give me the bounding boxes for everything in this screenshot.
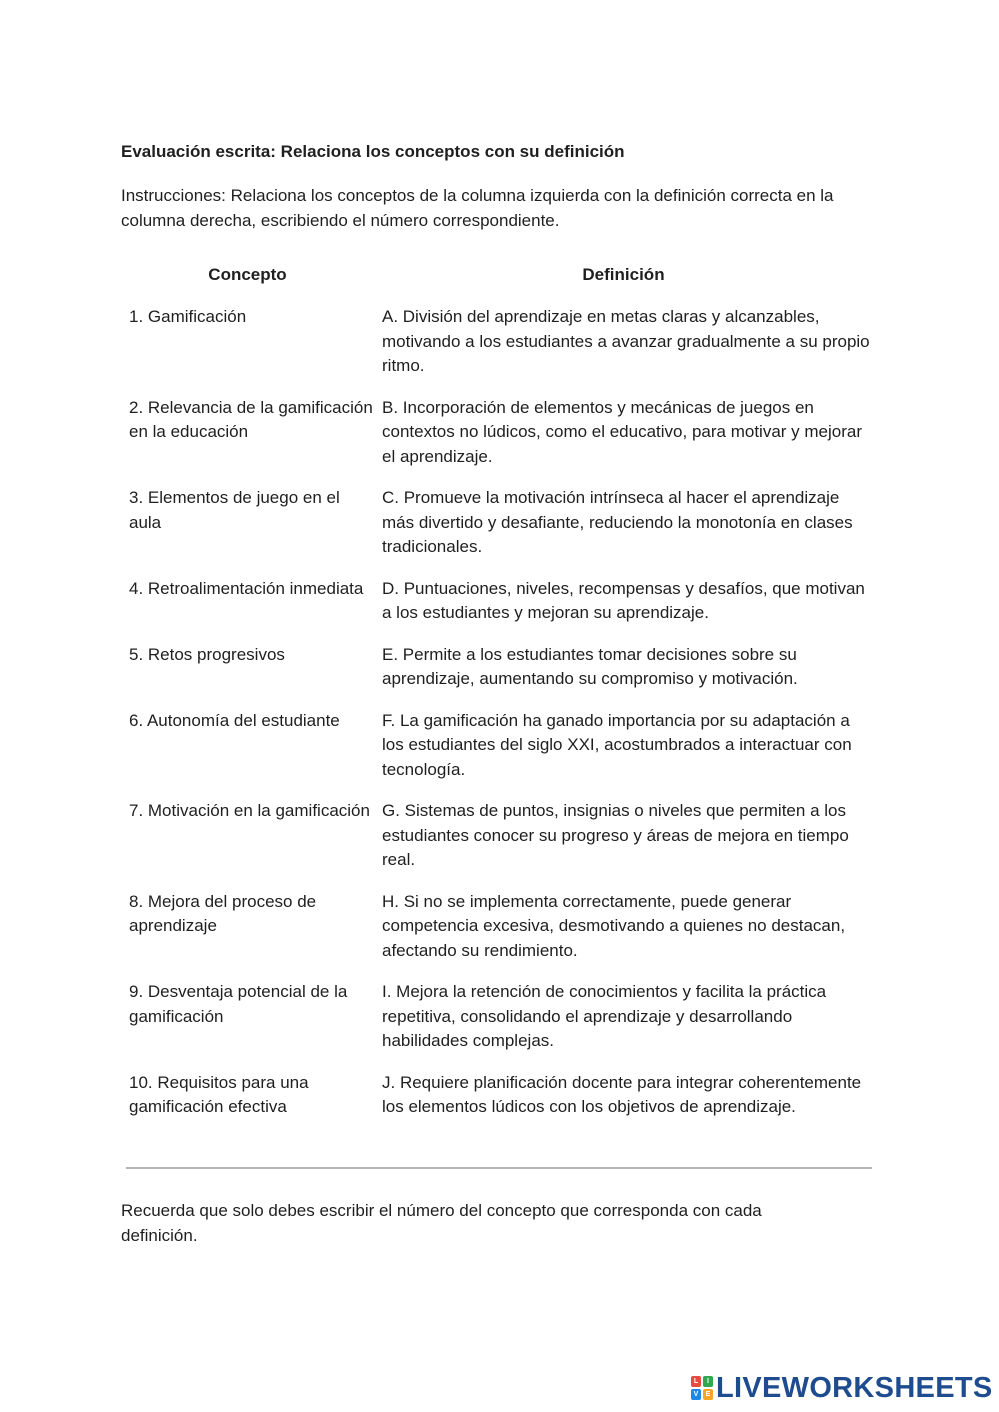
concept-cell: 7. Motivación en la gamificación [129, 801, 370, 820]
table-row [121, 643, 873, 709]
definition-cell: C. Promueve la motivación intrínseca al hacer el aprendizaje más divertido y desafiante, reduciendo la monotonía en clases tradicionales. [382, 488, 853, 556]
logo-text: LIVEWORKSHEETS [716, 1372, 993, 1404]
liveworksheets-logo [690, 1373, 993, 1403]
definition-cell: E. Permite a los estudiantes tomar decisiones sobre su aprendizaje, aumentando su compromiso y motivación. [382, 644, 798, 688]
definition-cell: D. Puntuaciones, niveles, recompensas y desafíos, que motivan a los estudiantes y mejoran su aprendizaje. [382, 578, 865, 622]
table-row [121, 980, 873, 1071]
definition-cell: J. Requiere planificación docente para integrar coherentemente los elementos lúdicos con los objetivos de aprendizaje. [382, 1072, 862, 1116]
footer-note: Recuerda que solo debes escribir el número del concepto que corresponda con cada definición. [121, 1201, 762, 1245]
table-row [121, 396, 873, 487]
concept-cell: 5. Retos progresivos [129, 644, 285, 664]
table-row [121, 890, 873, 981]
table-row [121, 305, 873, 396]
concept-cell: 4. Retroalimentación inmediata [129, 578, 364, 598]
column-header-concept: Concepto [208, 265, 287, 284]
definition-cell: F. La gamificación ha ganado importancia por su adaptación a los estudiantes del siglo XXI, acostumbrados a interactuar con tecnología. [382, 710, 852, 779]
definition-cell: I. Mejora la retención de conocimientos y facilita la práctica repetitiva, consolidando el aprendizaje y desarrollando habilidades complejas. [382, 982, 827, 1050]
table-row [121, 1071, 873, 1137]
table-row [121, 577, 873, 643]
table-header-row [121, 263, 873, 305]
instructions-text: Instrucciones: Relaciona los conceptos de la columna izquierda con la definición correcta en la columna derecha, escribiendo el número correspondiente. [121, 186, 834, 230]
logo-square-i: I [703, 1376, 713, 1387]
concept-cell: 3. Elementos de juego en el aula [129, 488, 340, 532]
logo-square-l: L [691, 1376, 701, 1387]
table-row [121, 486, 873, 577]
worksheet-page [121, 140, 881, 1137]
definition-cell: G. Sistemas de puntos, insignias o niveles que permiten a los estudiantes conocer su progreso y áreas de mejora en tiempo real. [382, 801, 849, 869]
horizontal-divider [126, 1167, 872, 1169]
definition-cell: B. Incorporación de elementos y mecánicas de juegos en contextos no lúdicos, como el educativo, para motivar y mejorar el aprendizaje. [382, 397, 863, 466]
column-header-definition: Definición [582, 265, 665, 284]
concept-cell: 6. Autonomía del estudiante [129, 710, 340, 730]
concept-cell: 1. Gamificación [129, 307, 247, 326]
page-title: Evaluación escrita: Relaciona los conceptos con su definición [121, 142, 625, 161]
table-row [121, 709, 873, 800]
concept-cell: 8. Mejora del proceso de aprendizaje [129, 891, 317, 935]
logo-square-e: E [703, 1389, 713, 1400]
matching-table [121, 263, 873, 1137]
concept-cell: 2. Relevancia de la gamificación en la educación [129, 397, 373, 441]
logo-square-v: V [691, 1389, 701, 1400]
concept-cell: 9. Desventaja potencial de la gamificación [129, 982, 348, 1026]
definition-cell: A. División del aprendizaje en metas claras y alcanzables, motivando a los estudiantes a avanzar gradualmente a su propio ritmo. [382, 307, 870, 375]
definition-cell: H. Si no se implementa correctamente, puede generar competencia excesiva, desmotivando a quienes no destacan, afectando su rendimiento. [382, 891, 846, 960]
concept-cell: 10. Requisitos para una gamificación efectiva [129, 1072, 309, 1116]
table-row [121, 799, 873, 890]
liveworksheets-logo-icon [690, 1375, 714, 1401]
